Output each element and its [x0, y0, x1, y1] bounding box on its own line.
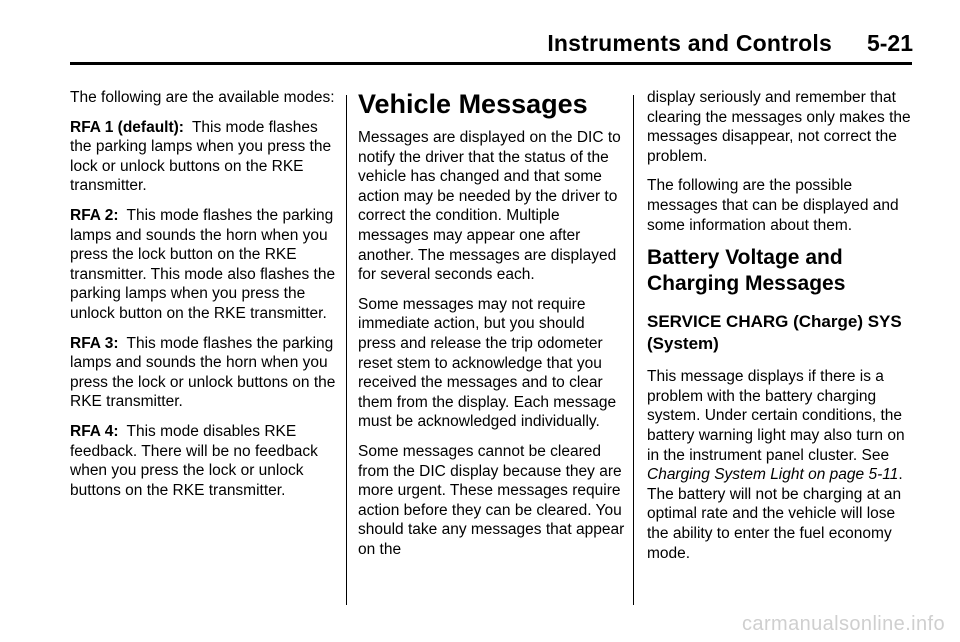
- page-header: [0, 0, 960, 70]
- mode-item: [70, 118, 338, 196]
- heading-battery-voltage: Battery Voltage and Charging Messages: [647, 246, 846, 296]
- paragraph-text: This message displays if there is a problem with the battery charging system. Under certain conditions, the battery warning light may also turn on in the instrument panel cluster. See: [647, 368, 905, 464]
- modes-intro: The following are the available modes:: [70, 89, 335, 106]
- header-rule: [70, 62, 912, 65]
- column-divider: [633, 95, 634, 605]
- mode-item: [70, 422, 338, 500]
- paragraph: Messages are displayed on the DIC to notify the driver that the status of the vehicle has changed and that some action may be needed by the driver to correct the condition. Multiple messages may appear one after another. The messages are displayed for several seconds each.: [358, 129, 621, 284]
- column-right: [647, 88, 915, 573]
- column-middle: [358, 88, 626, 569]
- paragraph: Some messages may not require immediate action, but you should press and release the trip odometer reset stem to acknowledge that you received the messages and to clear them from the display. Each message must be acknowledged individually.: [358, 295, 617, 431]
- mode-item: [70, 334, 338, 412]
- paragraph: The following are the possible messages that can be displayed and some information about them.: [647, 177, 899, 234]
- mode-label: RFA 2:: [70, 206, 119, 224]
- page-number: 5-21: [866, 30, 913, 56]
- cross-reference-link[interactable]: Charging System Light on page 5‑11: [647, 466, 899, 484]
- heading-vehicle-messages: Vehicle Messages: [358, 89, 588, 119]
- mode-label: RFA 4:: [70, 422, 119, 440]
- mode-label: RFA 3:: [70, 334, 119, 352]
- mode-text: This mode disables RKE feedback. There will be no feedback when you press the lock or unlock buttons on the RKE transmitter.: [70, 422, 318, 499]
- column-left: [70, 88, 338, 510]
- mode-item: [70, 206, 338, 324]
- column-divider: [346, 95, 347, 605]
- mode-label: RFA 1 (default):: [70, 118, 184, 136]
- mode-text: This mode flashes the parking lamps and sounds the horn when you press the lock button on the RKE transmitter. This mode also flashes the parking lamps when you press the unlock button on the RKE transmitter.: [70, 206, 336, 322]
- paragraph: display seriously and remember that clearing the messages only makes the messages disappear, not correct the problem.: [647, 89, 911, 165]
- heading-service-charg: SERVICE CHARG (Charge) SYS (System): [647, 312, 902, 354]
- paragraph: [647, 367, 915, 563]
- mode-text: This mode flashes the parking lamps when you press the lock or unlock buttons on the RKE transmitter.: [70, 118, 332, 195]
- watermark: carmanualsonline.info: [742, 613, 945, 635]
- paragraph-text: . The battery will not be charging at an optimal rate and the vehicle will lose the ability to enter the fuel economy mode.: [647, 466, 903, 562]
- mode-text: This mode flashes the parking lamps and sounds the horn when you press the lock or unlock buttons on the RKE transmitter.: [70, 334, 336, 411]
- paragraph: Some messages cannot be cleared from the DIC display because they are more urgent. These messages require action before they can be cleared. You should take any messages that appear on the: [358, 442, 625, 558]
- section-title: Instruments and Controls: [547, 30, 832, 56]
